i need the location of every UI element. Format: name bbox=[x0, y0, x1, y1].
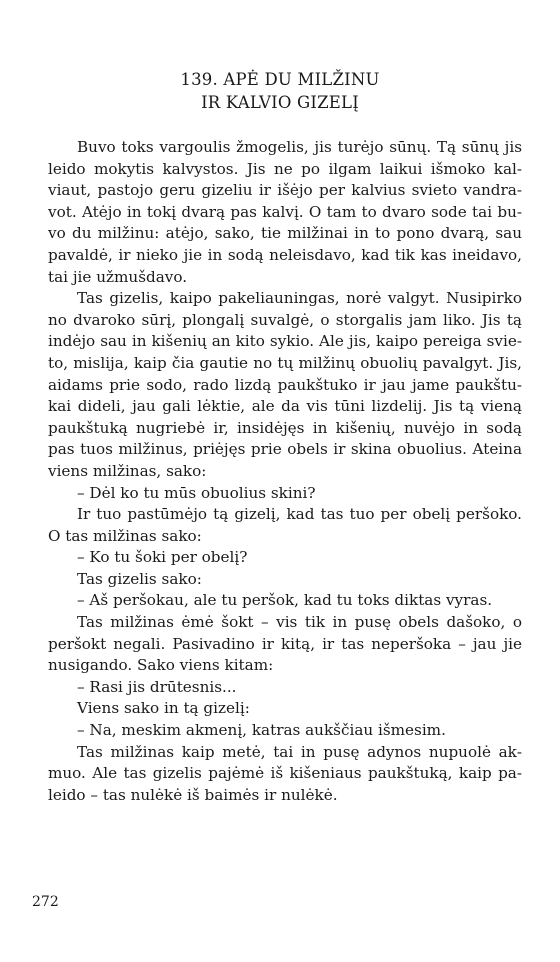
story-text bbox=[48, 137, 522, 806]
paragraph: Tas milžinas ėmė šokt – vis tik in pusę obels dašoko, o peršokt negali. Pasivadino ir kitą, ir tas neperšoka – jau jie nusigando. Sako viens kitam: bbox=[48, 613, 522, 675]
dialog-line: – Ko tu šoki per obelį? bbox=[77, 548, 248, 567]
page-number: 272 bbox=[32, 894, 59, 910]
dialog-line: – Dėl ko tu mūs obuolius skini? bbox=[77, 483, 316, 502]
dialog-line: – Rasi jis drūtesnis... bbox=[77, 677, 237, 696]
paragraph: Viens sako in tą gizelį: bbox=[77, 699, 250, 718]
chapter-title-line-1: 139. APĖ DU MILŽINU bbox=[180, 70, 380, 89]
paragraph: Tas gizelis sako: bbox=[77, 569, 202, 588]
paragraph: Tas milžinas kaip metė, tai in pusę adynos nupuolė akmuo. Ale tas gizelis pajėmė iš kišeniaus paukštuką, kaip paleido – tas nulėkė iš baimės ir nulėkė. bbox=[48, 742, 522, 804]
chapter-title-line-2: IR KALVIO GIZELĮ bbox=[201, 93, 359, 112]
paragraph: Buvo toks vargoulis žmogelis, jis turėjo sūnų. Tą sūnų jis leido mokytis kalvystos. Jis ne po ilgam laikui išmoko kalviaut, pastojo geru gizeliu ir išėjo per kalvius svieto vandravot. Atėjo in tokį dvarą pas kalvį. O tam to dvaro sode tai buvo du milžinu: atėjo, sako, tie milžinai in to pono dvarą, sau pavaldė, ir nieko jie in sodą neleisdavo, kad tik kas ineidavo, tai jie užmušdavo. bbox=[48, 138, 522, 286]
dialog-line: – Aš peršokau, ale tu peršok, kad tu toks diktas vyras. bbox=[77, 591, 493, 610]
dialog-line: – Na, meskim akmenį, katras aukščiau išmesim. bbox=[77, 721, 446, 740]
paragraph: Tas gizelis, kaipo pakeliauningas, norė valgyt. Nusipirko no dvaroko sūrį, plongalį suvalgė, o storgalis jam liko. Jis tą indėjo sau in kišenių an kito sykio. Ale jis, kaipo pereiga svieto, mislija, kaip čia gautie no tų milžinų obuolių pavalgyt. Jis, aidams prie sodo, rado lizdą paukštuko ir jau jame paukštukai dideli, jau gali lėktie, ale da vis tūni lizdelij. Jis tą vieną paukštuką nugriebė ir, insidėjęs in kišenių, nuvėjo in sodą pas tuos milžinus, priėjęs prie obels ir skina obuolius. Ateina viens milžinas, sako: bbox=[48, 289, 522, 480]
paragraph: Ir tuo pastūmėjo tą gizelį, kad tas tuo per obelį peršoko. O tas milžinas sako: bbox=[48, 505, 522, 545]
